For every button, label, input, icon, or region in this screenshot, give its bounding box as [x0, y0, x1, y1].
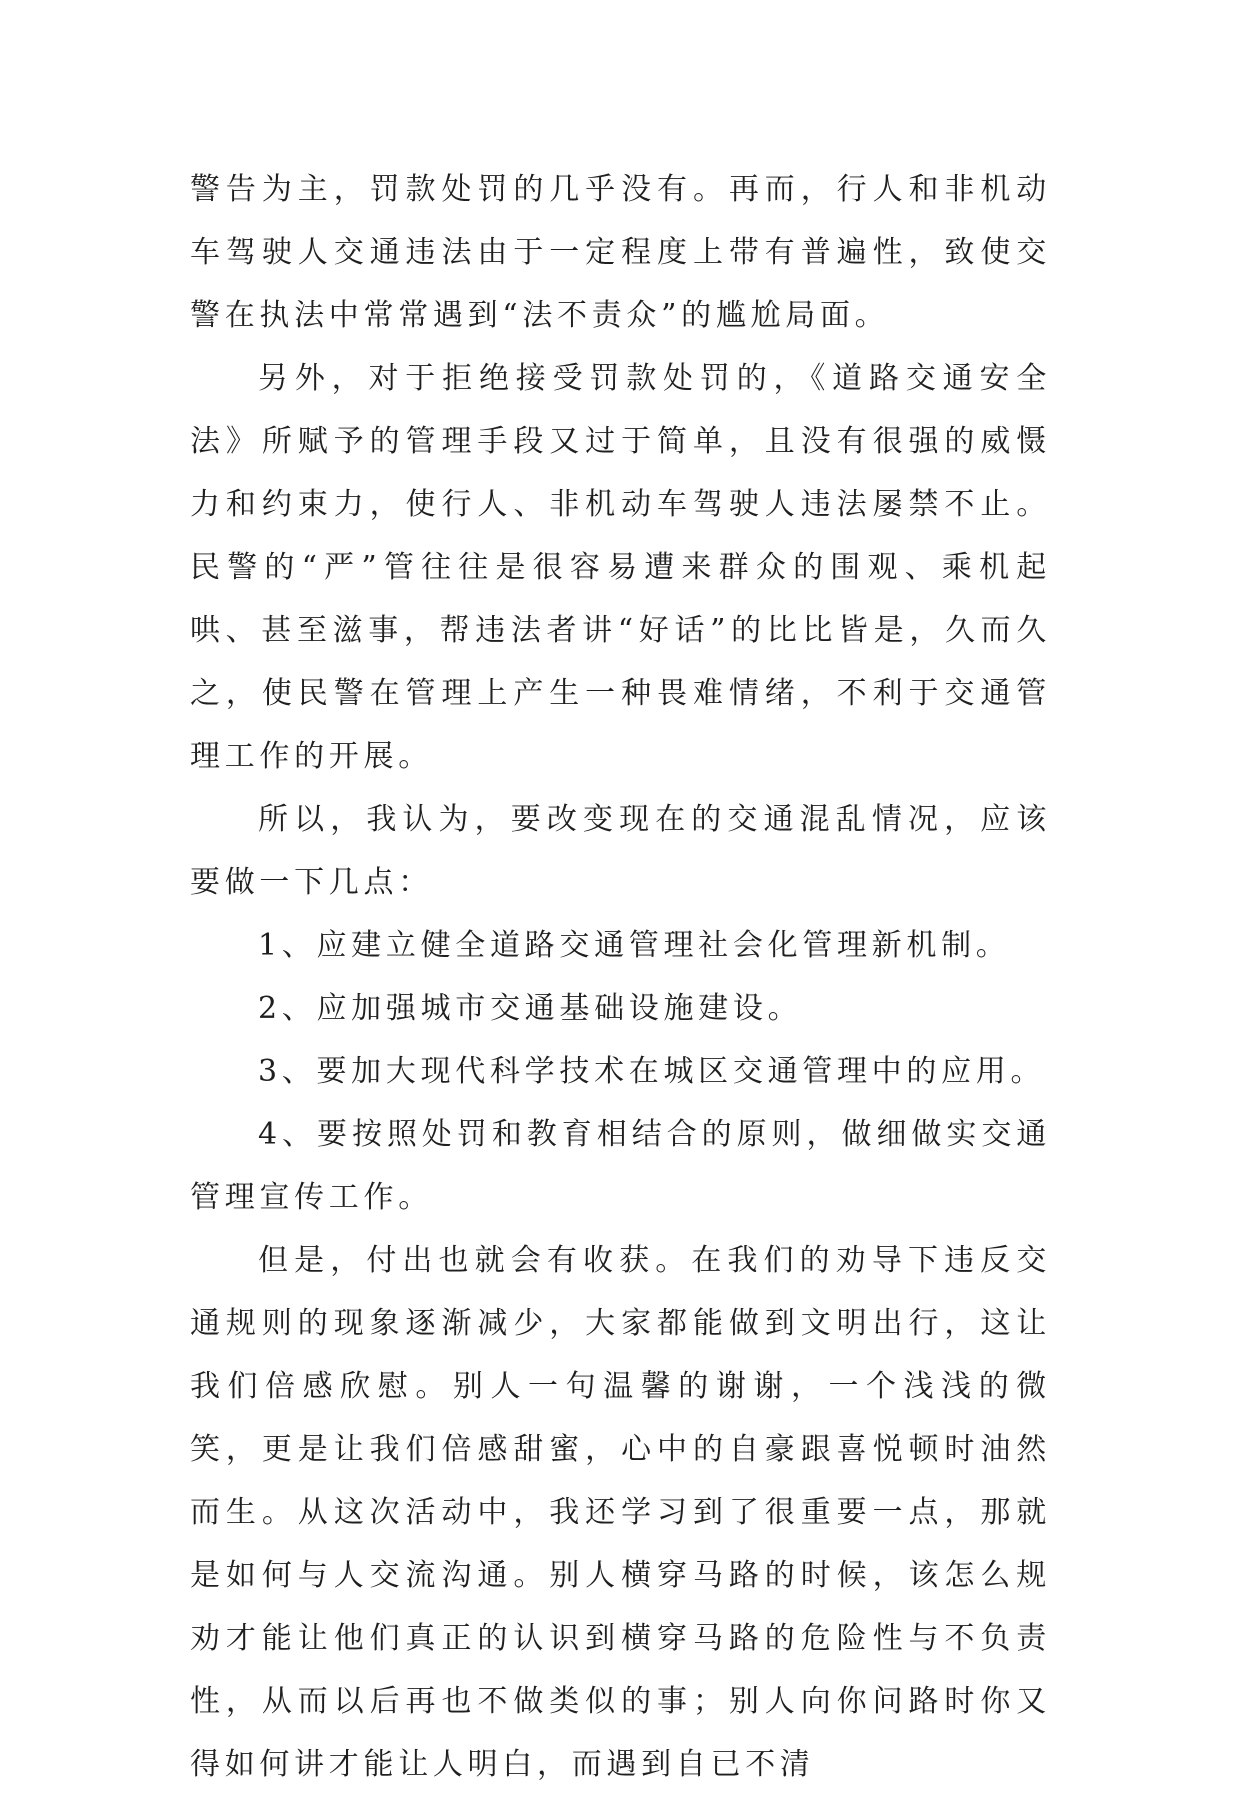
list-item-2: 2、应加强城市交通基础设施建设。 [258, 991, 803, 1026]
paragraph-1: 警告为主，罚款处罚的几乎没有。再而，行人和非机动车驾驶人交通违法由于一定程度上带有普遍性，致使交警在执法中常常遇到“法不责众”的尴尬局面。 [190, 172, 1051, 333]
paragraph-3: 所以，我认为，要改变现在的交通混乱情况，应该要做一下几点： [190, 802, 1051, 900]
paragraph-2: 另外，对于拒绝接受罚款处罚的，《道路交通安全法》所赋予的管理手段又过于简单，且没有很强的威慑力和约束力，使行人、非机动车驾驶人违法屡禁不止。民警的“严”管往往是很容易遭来群众的围观、乘机起哄、甚至滋事，帮违法者讲“好话”的比比皆是，久而久之，使民警在管理上产生一种畏难情绪，不利于交通管理工作的开展。 [190, 361, 1051, 774]
document-body [190, 158, 1051, 1796]
list-item-1: 1、应建立健全道路交通管理社会化管理新机制。 [258, 928, 1011, 963]
list-item-3: 3、要加大现代科学技术在城区交通管理中的应用。 [258, 1054, 1046, 1089]
paragraph-4: 但是，付出也就会有收获。在我们的劝导下违反交通规则的现象逐渐减少，大家都能做到文明出行，这让我们倍感欣慰。别人一句温馨的谢谢，一个浅浅的微笑，更是让我们倍感甜蜜，心中的自豪跟喜悦顿时油然而生。从这次活动中，我还学习到了很重要一点，那就是如何与人交流沟通。别人横穿马路的时候，该怎么规劝才能让他们真正的认识到横穿马路的危险性与不负责性，从而以后再也不做类似的事；别人向你问路时你又得如何讲才能让人明白，而遇到自已不清 [190, 1243, 1051, 1782]
list-item-4: 4、要按照处罚和教育相结合的原则，做细做实交通管理宣传工作。 [190, 1117, 1051, 1215]
